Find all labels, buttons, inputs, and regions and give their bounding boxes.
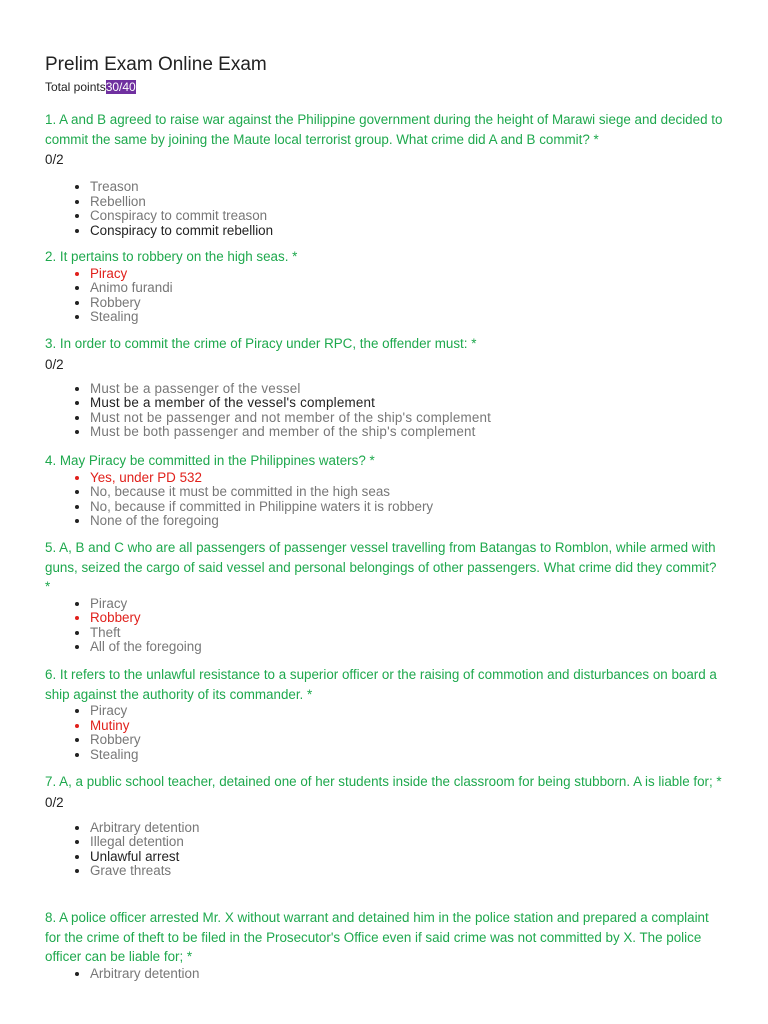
- option[interactable]: • Piracy: [90, 597, 723, 612]
- option[interactable]: • Stealing: [90, 310, 723, 325]
- options-list: [45, 267, 723, 325]
- question-score: 0/2: [45, 356, 64, 372]
- question-4: [45, 451, 723, 529]
- question-7: [45, 772, 723, 879]
- option[interactable]: • Conspiracy to commit treason: [90, 209, 723, 224]
- options-list: [45, 180, 723, 238]
- question-2: [45, 247, 723, 325]
- option[interactable]: • Grave threats: [90, 864, 723, 879]
- options-list: [45, 382, 723, 440]
- page-title: Prelim Exam Online Exam: [45, 54, 267, 75]
- option[interactable]: • Robbery: [90, 296, 723, 311]
- question-text: 7. A, a public school teacher, detained one of her students inside the classroom for being stubborn. A is liable for; *: [45, 774, 722, 789]
- option-selected[interactable]: • Conspiracy to commit rebellion: [90, 224, 723, 239]
- question-text: 4. May Piracy be committed in the Philippines waters? *: [45, 453, 375, 468]
- option[interactable]: • Theft: [90, 626, 723, 641]
- option[interactable]: • Must not be passenger and not member of the ship's complement: [90, 411, 723, 426]
- option-selected-wrong[interactable]: • Piracy: [90, 267, 723, 282]
- option[interactable]: • Piracy: [90, 704, 723, 719]
- option-selected-wrong[interactable]: • Mutiny: [90, 719, 723, 734]
- option-selected[interactable]: • Must be a member of the vessel's complement: [90, 396, 723, 411]
- question-8: [45, 908, 723, 981]
- option[interactable]: • Treason: [90, 180, 723, 195]
- question-text: 5. A, B and C who are all passengers of passenger vessel travelling from Batangas to Romblon, while armed with guns, seized the cargo of said vessel and personal belongings of other passengers. What crime did they commit? *: [45, 540, 717, 594]
- options-list: [45, 597, 723, 655]
- option[interactable]: • Arbitrary detention: [90, 967, 723, 982]
- question-text: 1. A and B agreed to raise war against the Philippine government during the height of Marawi siege and decided to commit the same by joining the Maute local terrorist group. What crime did A and B commit? *: [45, 112, 723, 147]
- option[interactable]: • Rebellion: [90, 195, 723, 210]
- total-points: [45, 80, 723, 94]
- option[interactable]: • No, because it must be committed in the high seas: [90, 485, 723, 500]
- option-selected-wrong[interactable]: • Robbery: [90, 611, 723, 626]
- question-1: [45, 110, 723, 238]
- total-points-value: 30/40: [105, 80, 136, 94]
- option[interactable]: • All of the foregoing: [90, 640, 723, 655]
- question-text: 8. A police officer arrested Mr. X without warrant and detained him in the police station and prepared a complaint for the crime of theft to be filed in the Prosecutor's Office even if said crime was not committed by X. The police officer can be liable for; *: [45, 910, 709, 964]
- question-3: [45, 334, 723, 440]
- option[interactable]: • Robbery: [90, 733, 723, 748]
- question-text: 6. It refers to the unlawful resistance to a superior officer or the raising of commotion and disturbances on board a ship against the authority of its commander. *: [45, 667, 717, 702]
- option[interactable]: • No, because if committed in Philippine waters it is robbery: [90, 500, 723, 515]
- options-list: [45, 821, 723, 879]
- question-text: 2. It pertains to robbery on the high seas. *: [45, 249, 298, 264]
- question-6: [45, 665, 723, 762]
- options-list: [45, 704, 723, 762]
- option-selected-wrong[interactable]: • Yes, under PD 532: [90, 471, 723, 486]
- option[interactable]: • None of the foregoing: [90, 514, 723, 529]
- option[interactable]: • Stealing: [90, 748, 723, 763]
- options-list: [45, 471, 723, 529]
- options-list: [45, 967, 723, 982]
- total-points-label: Total points: [45, 80, 106, 94]
- option[interactable]: • Arbitrary detention: [90, 821, 723, 836]
- option-selected[interactable]: • Unlawful arrest: [90, 850, 723, 865]
- option[interactable]: • Must be both passenger and member of the ship's complement: [90, 425, 723, 440]
- question-text: 3. In order to commit the crime of Piracy under RPC, the offender must: *: [45, 336, 477, 351]
- option[interactable]: • Must be a passenger of the vessel: [90, 382, 723, 397]
- question-score: 0/2: [45, 794, 64, 810]
- option[interactable]: • Animo furandi: [90, 281, 723, 296]
- question-5: [45, 538, 723, 655]
- question-score: 0/2: [45, 152, 64, 167]
- option[interactable]: • Illegal detention: [90, 835, 723, 850]
